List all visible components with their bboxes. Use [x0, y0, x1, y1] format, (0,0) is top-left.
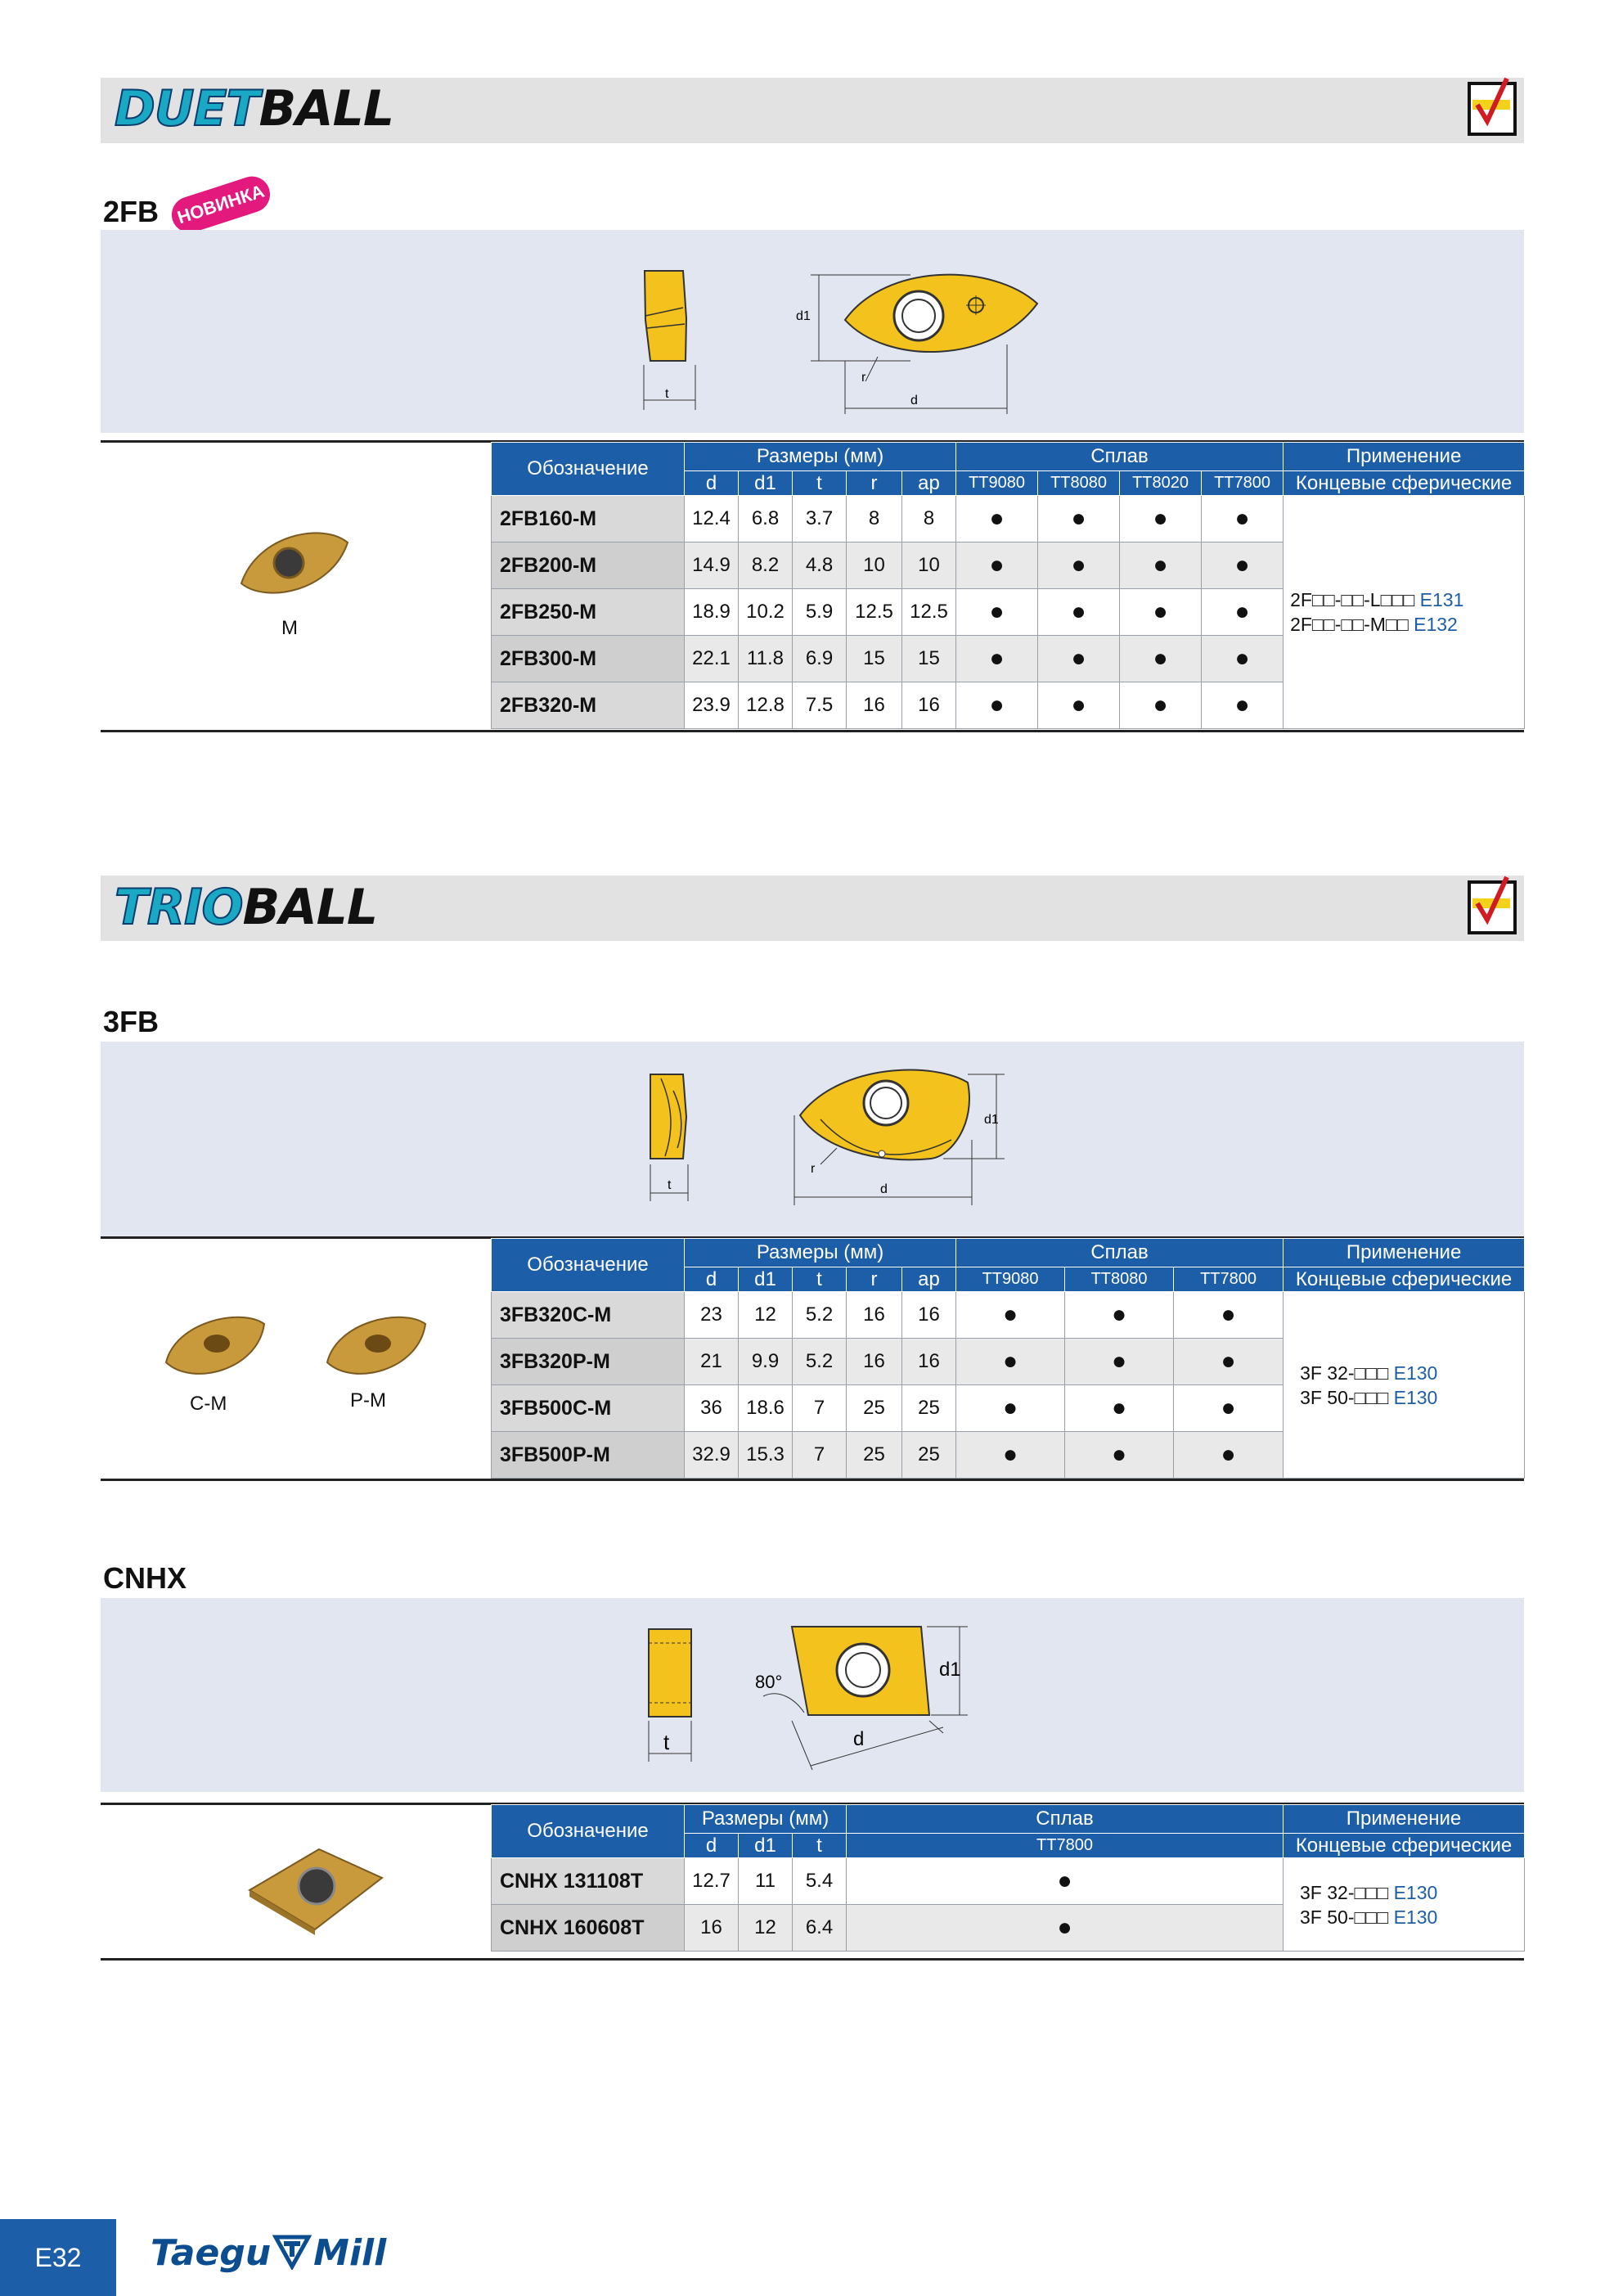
- dim-label-d: d: [853, 1728, 865, 1750]
- page-ref-link[interactable]: E131: [1419, 589, 1464, 610]
- col-header-grade: TT8020: [1120, 471, 1202, 496]
- grade-dot: ●: [1038, 682, 1120, 729]
- grade-dot: ●: [1038, 496, 1120, 542]
- cell-d1: 10.2: [739, 589, 793, 636]
- grade-dot: ●: [956, 682, 1038, 729]
- grade-dot: ●: [956, 636, 1038, 682]
- cell-ap: 16: [902, 682, 956, 729]
- row-code: CNHX 131108T: [492, 1858, 685, 1905]
- cell-d: 36: [685, 1385, 739, 1432]
- dim-label-d: d: [880, 1182, 888, 1196]
- col-header-application-sub: Концевые сферические: [1284, 1834, 1525, 1858]
- cell-d: 16: [685, 1905, 739, 1952]
- col-header-designation: Обозначение: [492, 1239, 685, 1292]
- row-code: 2FB300-M: [492, 636, 685, 682]
- cell-r: 15: [847, 636, 902, 682]
- section-title-cnhx: CNHX: [103, 1561, 187, 1595]
- cell-r: 16: [847, 1339, 902, 1385]
- cell-ap: 16: [902, 1339, 956, 1385]
- col-header-t: t: [793, 471, 847, 496]
- duetball-logo: DUETBALL: [115, 80, 394, 137]
- grade-dot: ●: [1065, 1339, 1174, 1385]
- grade-dot: ●: [1174, 1385, 1284, 1432]
- col-header-application: Применение: [1284, 443, 1525, 471]
- cell-t: 4.8: [793, 542, 847, 589]
- grade-dot: ●: [1202, 496, 1284, 542]
- application-cell: [1284, 1292, 1525, 1479]
- col-header-d: d: [685, 471, 739, 496]
- dim-label-r: r: [811, 1162, 816, 1176]
- grade-dot: ●: [847, 1905, 1284, 1952]
- cell-d: 18.9: [685, 589, 739, 636]
- col-header-grade: TT9080: [956, 471, 1038, 496]
- insert-thumb-cnhx: [241, 1841, 389, 1935]
- row-code: 3FB500P-M: [492, 1432, 685, 1479]
- cell-d1: 12.8: [739, 682, 793, 729]
- cell-d1: 11.8: [739, 636, 793, 682]
- cell-t: 7.5: [793, 682, 847, 729]
- diagram-3fb: [101, 1042, 1524, 1238]
- table-row: [492, 496, 1525, 542]
- col-header-application: Применение: [1284, 1239, 1525, 1267]
- dim-label-d1: d1: [796, 309, 811, 323]
- insert-thumb-p-m: [321, 1301, 431, 1391]
- new-badge: НОВИНКА: [167, 172, 275, 237]
- cell-t: 5.2: [793, 1292, 847, 1339]
- dim-label-d1: d1: [984, 1113, 999, 1127]
- cell-d1: 12: [739, 1905, 793, 1952]
- cell-d1: 18.6: [739, 1385, 793, 1432]
- col-header-t: t: [793, 1834, 847, 1858]
- cell-t: 5.4: [793, 1858, 847, 1905]
- insert-thumb-c-m: [160, 1301, 270, 1391]
- grade-dot: ●: [1038, 542, 1120, 589]
- cell-t: 6.9: [793, 636, 847, 682]
- row-code: CNHX 160608T: [492, 1905, 685, 1952]
- grade-dot: ●: [1174, 1339, 1284, 1385]
- col-header-d1: d1: [739, 1267, 793, 1292]
- col-header-grade: TT7800: [847, 1834, 1284, 1858]
- application-line: 3F 32-□□□ E130: [1300, 1362, 1438, 1384]
- insert-cnhx-drawing: [101, 1598, 1524, 1792]
- insert-3fb-drawing: [101, 1042, 1524, 1238]
- grade-dot: ●: [1065, 1292, 1174, 1339]
- brand-mark-icon: [272, 2234, 312, 2270]
- cell-r: 8: [847, 496, 902, 542]
- grade-dot: ●: [1174, 1292, 1284, 1339]
- col-header-grade: TT9080: [956, 1267, 1065, 1292]
- application-line: 3F 32-□□□ E130: [1300, 1881, 1438, 1903]
- dim-label-d: d: [910, 394, 918, 407]
- cell-d: 12.7: [685, 1858, 739, 1905]
- table-bottom-rule: [101, 730, 1524, 732]
- cell-t: 5.2: [793, 1339, 847, 1385]
- table-row: [492, 1858, 1525, 1905]
- application-line: 3F 50-□□□ E130: [1300, 1386, 1438, 1408]
- grade-dot: ●: [956, 1339, 1065, 1385]
- grade-dot: ●: [1202, 589, 1284, 636]
- thumb-label-m: M: [281, 617, 298, 639]
- cell-ap: 12.5: [902, 589, 956, 636]
- grade-dot: ●: [956, 496, 1038, 542]
- col-header-dims: Размеры (мм): [685, 1805, 847, 1834]
- grade-dot: ●: [1120, 496, 1202, 542]
- cell-d1: 9.9: [739, 1339, 793, 1385]
- thumb-label-c-m: C-M: [190, 1393, 227, 1415]
- grade-dot: ●: [1120, 636, 1202, 682]
- col-header-t: t: [793, 1267, 847, 1292]
- cell-r: 16: [847, 1292, 902, 1339]
- table-bottom-rule: [101, 1479, 1524, 1481]
- grade-dot: ●: [1065, 1432, 1174, 1479]
- col-header-ap: ap: [902, 471, 956, 496]
- cell-d1: 8.2: [739, 542, 793, 589]
- grade-dot: ●: [956, 1432, 1065, 1479]
- col-header-designation: Обозначение: [492, 443, 685, 496]
- col-header-grade: TT8080: [1065, 1267, 1174, 1292]
- grade-dot: ●: [847, 1858, 1284, 1905]
- dim-label-r: r: [861, 371, 866, 385]
- row-code: 2FB160-M: [492, 496, 685, 542]
- brand-logo: Taegu Mill: [151, 2232, 387, 2274]
- cell-d: 22.1: [685, 636, 739, 682]
- grade-dot: ●: [1120, 542, 1202, 589]
- col-header-dims: Размеры (мм): [685, 1239, 956, 1267]
- cell-d: 32.9: [685, 1432, 739, 1479]
- cell-d: 23.9: [685, 682, 739, 729]
- cell-ap: 8: [902, 496, 956, 542]
- page-ref-link[interactable]: E130: [1393, 1906, 1438, 1928]
- cell-r: 25: [847, 1385, 902, 1432]
- page-number: E32: [0, 2219, 116, 2296]
- cell-d: 14.9: [685, 542, 739, 589]
- table-cnhx: [491, 1804, 1525, 1952]
- table-2fb: [491, 442, 1525, 729]
- table-bottom-rule: [101, 1958, 1524, 1961]
- diagram-cnhx: [101, 1598, 1524, 1792]
- cell-t: 7: [793, 1432, 847, 1479]
- row-code: 2FB250-M: [492, 589, 685, 636]
- dim-label-t: t: [668, 1178, 672, 1192]
- check-icon: [1466, 874, 1518, 939]
- grade-dot: ●: [956, 589, 1038, 636]
- col-header-d: d: [685, 1267, 739, 1292]
- diagram-2fb: [101, 230, 1524, 433]
- col-header-alloy: Сплав: [847, 1805, 1284, 1834]
- grade-dot: ●: [1174, 1432, 1284, 1479]
- grade-dot: ●: [1065, 1385, 1174, 1432]
- col-header-grade: TT7800: [1174, 1267, 1284, 1292]
- grade-dot: ●: [1038, 636, 1120, 682]
- page-ref-link[interactable]: E130: [1393, 1362, 1438, 1384]
- grade-dot: ●: [1202, 682, 1284, 729]
- col-header-alloy: Сплав: [956, 1239, 1284, 1267]
- grade-dot: ●: [956, 1292, 1065, 1339]
- cell-t: 6.4: [793, 1905, 847, 1952]
- cell-t: 3.7: [793, 496, 847, 542]
- dim-label-t: t: [665, 387, 669, 401]
- col-header-ap: ap: [902, 1267, 956, 1292]
- cell-d: 21: [685, 1339, 739, 1385]
- grade-dot: ●: [1202, 542, 1284, 589]
- table-3fb: [491, 1238, 1525, 1479]
- check-icon: [1466, 75, 1518, 141]
- application-line: 2F□□-□□-L□□□ E131: [1290, 589, 1464, 610]
- col-header-application: Применение: [1284, 1805, 1525, 1834]
- page-ref-link[interactable]: E130: [1393, 1881, 1438, 1903]
- grade-dot: ●: [1202, 636, 1284, 682]
- cell-r: 10: [847, 542, 902, 589]
- application-line: 3F 50-□□□ E130: [1300, 1906, 1438, 1928]
- cell-r: 12.5: [847, 589, 902, 636]
- grade-dot: ●: [1120, 589, 1202, 636]
- col-header-r: r: [847, 1267, 902, 1292]
- row-code: 3FB320C-M: [492, 1292, 685, 1339]
- row-code: 2FB200-M: [492, 542, 685, 589]
- col-header-designation: Обозначение: [492, 1805, 685, 1858]
- dim-label-t: t: [663, 1730, 670, 1754]
- cell-d1: 15.3: [739, 1432, 793, 1479]
- row-code: 3FB500C-M: [492, 1385, 685, 1432]
- col-header-grade: TT7800: [1202, 471, 1284, 496]
- cell-t: 7: [793, 1385, 847, 1432]
- cell-d1: 12: [739, 1292, 793, 1339]
- col-header-r: r: [847, 471, 902, 496]
- section-title-3fb: 3FB: [103, 1005, 160, 1038]
- page-ref-link[interactable]: E130: [1393, 1386, 1438, 1408]
- col-header-grade: TT8080: [1038, 471, 1120, 496]
- row-code: 2FB320-M: [492, 682, 685, 729]
- col-header-d1: d1: [739, 1834, 793, 1858]
- col-header-d1: d1: [739, 471, 793, 496]
- grade-dot: ●: [956, 542, 1038, 589]
- grade-dot: ●: [1120, 682, 1202, 729]
- insert-thumb-2fb: [233, 514, 356, 612]
- thumb-label-p-m: P-M: [350, 1389, 386, 1411]
- trioball-logo: TRIOBALL: [115, 879, 378, 936]
- cell-ap: 16: [902, 1292, 956, 1339]
- dim-label-d1: d1: [939, 1659, 961, 1681]
- dim-label-angle: 80°: [755, 1672, 783, 1692]
- cell-r: 25: [847, 1432, 902, 1479]
- cell-ap: 15: [902, 636, 956, 682]
- page-ref-link[interactable]: E132: [1414, 614, 1458, 635]
- grade-dot: ●: [956, 1385, 1065, 1432]
- grade-dot: ●: [1038, 589, 1120, 636]
- cell-t: 5.9: [793, 589, 847, 636]
- application-cell: [1284, 496, 1525, 729]
- section-title-2fb: 2FB: [103, 195, 160, 228]
- cell-ap: 25: [902, 1385, 956, 1432]
- cell-r: 16: [847, 682, 902, 729]
- cell-ap: 10: [902, 542, 956, 589]
- cell-ap: 25: [902, 1432, 956, 1479]
- col-header-d: d: [685, 1834, 739, 1858]
- cell-d1: 6.8: [739, 496, 793, 542]
- col-header-application-sub: Концевые сферические: [1284, 471, 1525, 496]
- table-row: [492, 1292, 1525, 1339]
- insert-2fb-drawing: [101, 230, 1524, 433]
- col-header-alloy: Сплав: [956, 443, 1284, 471]
- col-header-application-sub: Концевые сферические: [1284, 1267, 1525, 1292]
- cell-d: 12.4: [685, 496, 739, 542]
- cell-d: 23: [685, 1292, 739, 1339]
- col-header-dims: Размеры (мм): [685, 443, 956, 471]
- row-code: 3FB320P-M: [492, 1339, 685, 1385]
- application-line: 2F□□-□□-M□□ E132: [1290, 614, 1458, 635]
- cell-d1: 11: [739, 1858, 793, 1905]
- application-cell: [1284, 1858, 1525, 1952]
